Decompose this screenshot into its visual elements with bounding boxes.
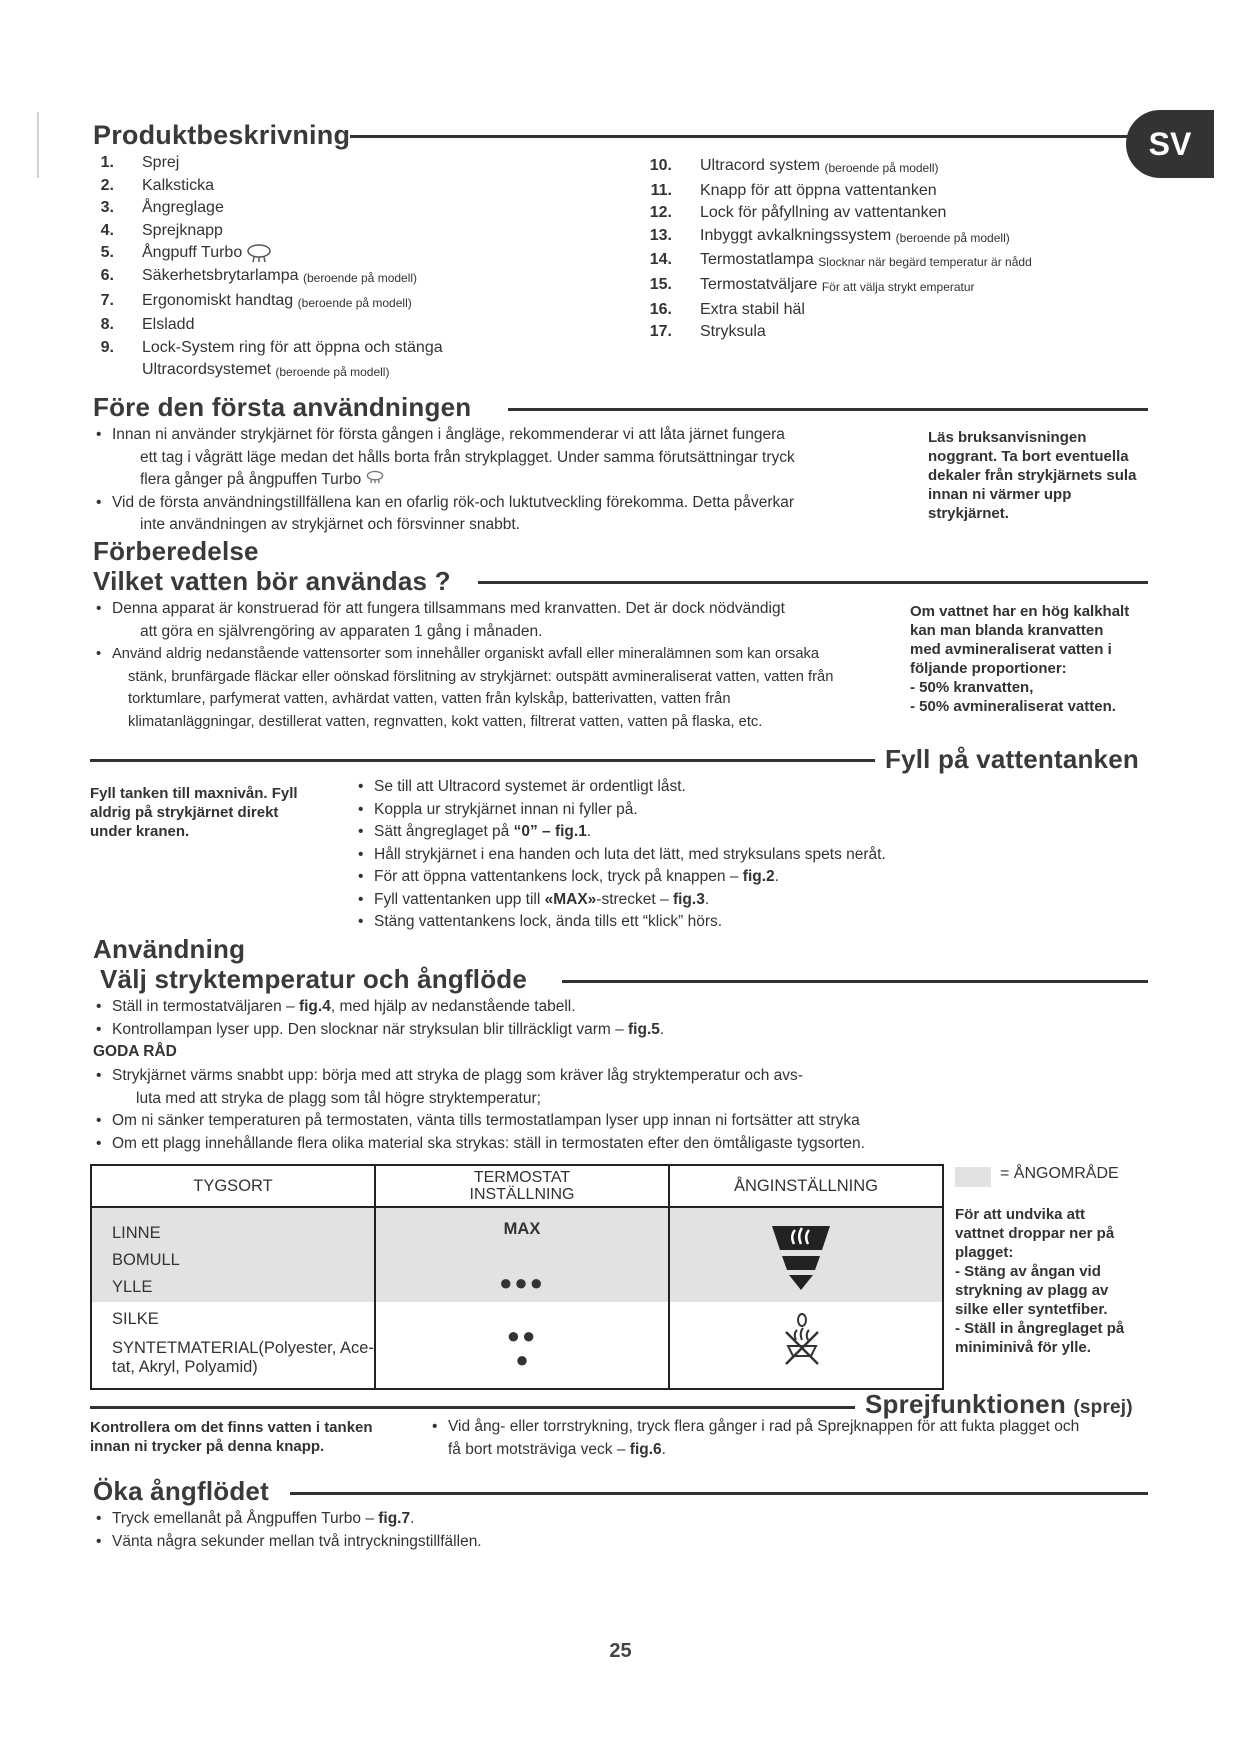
temp-rule bbox=[562, 980, 1148, 983]
list-item: • Innan ni använder strykjärnet för första gången i ångläge, rekommenderar vi att låta järnet fungera ett tag i vågrätt läge medan det hålls borta från strykplagget. Under samma förutsättningar tryck flera gånger på ångpuffen Turbo bbox=[92, 424, 902, 492]
water-list bbox=[92, 598, 922, 733]
steam-off-icon bbox=[782, 1310, 822, 1370]
first-use-title: Före den första användningen bbox=[93, 392, 472, 422]
page-number: 25 bbox=[609, 1640, 632, 1662]
fabric-cell: LINNE BOMULL YLLE SILKE SYNTETMATERIAL(Polyester, Ace- tat, Akryl, Polyamid) bbox=[91, 1207, 375, 1389]
prep-title: Förberedelse bbox=[93, 536, 259, 566]
boost-title: Öka ångflödet bbox=[93, 1476, 269, 1506]
usage-title: Användning bbox=[93, 934, 246, 964]
list-item: • Strykjärnet värms snabbt upp: börja med att stryka de plagg som kräver låg stryktemperatur och avs- luta med att stryka de plagg som tål högre stryktemperatur; bbox=[92, 1065, 1152, 1110]
list-item: • För att öppna vattentankens lock, tryck på knappen – fig.2. bbox=[354, 866, 1054, 889]
thermostat-cell bbox=[375, 1207, 669, 1389]
product-list-right bbox=[640, 155, 1140, 344]
list-item: • Kontrollampan lyser upp. Den slocknar när stryksulan blir tillräckligt varm – fig.5. bbox=[92, 1019, 1082, 1042]
dots-one: ● bbox=[515, 1347, 529, 1372]
list-item: 12. Lock för påfyllning av vattentanken bbox=[649, 204, 947, 222]
temp-subtitle: Välj stryktemperatur och ångflöde bbox=[100, 964, 528, 994]
product-title: Produktbeskrivning bbox=[93, 120, 351, 150]
steam-puff-icon bbox=[246, 243, 272, 263]
list-item: 17. Stryksula bbox=[649, 323, 766, 341]
header-steam: ÅNGINSTÄLLNING bbox=[669, 1165, 943, 1207]
fill-title: Fyll på vattentanken bbox=[885, 744, 1139, 774]
spray-rule bbox=[90, 1406, 855, 1409]
table-row bbox=[91, 1207, 943, 1389]
first-use-note: Läs bruksanvisningen noggrant. Ta bort eventuella dekaler från strykjärnets sula innan ni värmer upp strykjärnet. bbox=[928, 429, 1137, 522]
list-item: 3. Ångreglage bbox=[100, 199, 224, 217]
max-label: MAX bbox=[503, 1220, 541, 1238]
first-use-rule bbox=[508, 408, 1148, 411]
dots-two: ●● bbox=[506, 1323, 538, 1348]
table-header-row bbox=[91, 1165, 943, 1207]
dots-three: ●●● bbox=[499, 1270, 545, 1295]
steam-puff-icon bbox=[366, 470, 384, 484]
spray-note: Kontrollera om det finns vatten i tanken innan ni trycker på denna knapp. bbox=[90, 1419, 373, 1455]
list-item: 4. Sprejknapp bbox=[100, 221, 223, 239]
fill-note: Fyll tanken till maxnivån. Fyll aldrig på strykjärnet direkt under kranen. bbox=[90, 785, 298, 840]
list-item: 6. Säkerhetsbrytarlampa (beroende på modell) bbox=[100, 266, 418, 285]
list-item: 7. Ergonomiskt handtag (beroende på modell) bbox=[100, 291, 412, 310]
list-item: • Vänta några sekunder mellan två intryckningstillfällen. bbox=[92, 1531, 892, 1554]
language-tab: SV bbox=[1126, 110, 1214, 178]
steam-side-note: För att undvika att vattnet droppar ner på plagget: - Stäng av ångan vid strykning av plagg av silke eller syntetfiber. - Ställ in ångreglaget på miniminivå för ylle. bbox=[955, 1206, 1125, 1356]
list-item: • Fyll vattentanken upp till «MAX»-strecket – fig.3. bbox=[354, 889, 1054, 912]
list-item: • Se till att Ultracord systemet är ordentligt låst. bbox=[354, 776, 1054, 799]
list-item: 15. Termostatväljare För att välja strykt emperatur bbox=[649, 275, 975, 294]
list-item: • Håll strykjärnet i ena handen och luta det lätt, med stryksulans spets neråt. bbox=[354, 844, 1054, 867]
header-thermostat: TERMOSTAT INSTÄLLNING bbox=[375, 1165, 669, 1207]
fill-rule bbox=[90, 759, 875, 762]
water-note: Om vattnet har en hög kalkhalt kan man blanda kranvatten med avmineraliserat vatten i följande proportioner: - 50% kranvatten, - 50% avmineraliserat vatten. bbox=[910, 603, 1130, 715]
list-item: 13. Inbyggt avkalkningssystem (beroende på modell) bbox=[649, 226, 1010, 245]
list-item: 2. Kalksticka bbox=[100, 176, 215, 194]
spray-title: Sprejfunktionen (sprej) bbox=[865, 1389, 1133, 1419]
list-item: 9. Lock-System ring för att öppna och stänga bbox=[100, 338, 443, 356]
tips-title: GODA RÅD bbox=[93, 1043, 177, 1060]
margin-line bbox=[37, 112, 39, 178]
list-item: • Tryck emellanåt på Ångpuffen Turbo – fig.7. bbox=[92, 1508, 892, 1531]
ironing-table bbox=[90, 1164, 944, 1390]
list-item: Ultracordsystemet (beroende på modell) bbox=[142, 361, 390, 380]
water-rule bbox=[478, 581, 1148, 584]
header-fabric: TYGSORT bbox=[91, 1165, 375, 1207]
product-list-left bbox=[92, 152, 652, 384]
list-item: • Koppla ur strykjärnet innan ni fyller på. bbox=[354, 799, 1054, 822]
list-item: 11. Knapp för att öppna vattentanken bbox=[650, 181, 937, 199]
fill-steps bbox=[354, 776, 1054, 934]
boost-list bbox=[92, 1508, 892, 1553]
list-item: • Denna apparat är konstruerad för att fungera tillsammans med kranvatten. Det är dock nödvändigt att göra en självrengöring av apparaten 1 gång i månaden. bbox=[92, 598, 922, 643]
list-item: 8. Elsladd bbox=[100, 316, 195, 334]
list-item: 1. Sprej bbox=[100, 154, 180, 171]
first-use-list bbox=[92, 424, 902, 537]
water-subtitle: Vilket vatten bör användas ? bbox=[93, 566, 451, 596]
list-item: • Stäng vattentankens lock, ända tills ett “klick” hörs. bbox=[354, 911, 1054, 934]
steam-high-icon bbox=[770, 1220, 832, 1292]
list-item: • Vid de första användningstillfällena kan en ofarlig rök-och luktutveckling förekomma. Detta påverkar inte användningen av strykjärnet och försvinner snabbt. bbox=[92, 492, 902, 537]
spray-list bbox=[428, 1416, 1158, 1461]
list-item: 5. Ångpuff Turbo bbox=[92, 242, 652, 265]
list-item: 14. Termostatlampa Slocknar när begärd temperatur är nådd bbox=[649, 251, 1032, 270]
boost-rule bbox=[290, 1492, 1148, 1495]
steam-legend-label: = ÅNGOMRÅDE bbox=[1000, 1165, 1119, 1182]
list-item: • Om ett plagg innehållande flera olika material ska strykas: ställ in termostaten efter den ömtåligaste tygsorten. bbox=[92, 1133, 1152, 1156]
steam-legend-swatch bbox=[955, 1167, 991, 1187]
list-item: • Använd aldrig nedanstående vattensorter som innehåller organiskt avfall eller mineralämnen som kan orsaka stänk, brunfärgade fläckar eller oönskad förslitning av strykjärnet: outspätt avmineraliserat vatten, vatten från torktumlare, parfymerat vatten, avhärdat vatten, vatten från kylskåp, batterivatten, vatten från klimatanläggningar, destillerat vatten, regnvatten, kokt vatten, filtrerat vatten, vatten på flaska, etc. bbox=[92, 643, 922, 733]
list-item: • Sätt ångreglaget på “0” – fig.1. bbox=[354, 821, 1054, 844]
product-rule bbox=[350, 135, 1140, 138]
list-item: 16. Extra stabil häl bbox=[649, 300, 805, 318]
list-item: • Om ni sänker temperaturen på termostaten, vänta tills termostatlampan lyser upp innan ni fortsätter att stryka bbox=[92, 1110, 1152, 1133]
list-item: • Vid ång- eller torrstrykning, tryck flera gånger i rad på Sprejknappen för att fukta plagget och få bort motsträviga veck – fig.6. bbox=[428, 1416, 1158, 1461]
list-item: 10. Ultracord system (beroende på modell) bbox=[649, 157, 939, 175]
tips-list bbox=[92, 1065, 1152, 1155]
list-item: • Ställ in termostatväljaren – fig.4, med hjälp av nedanstående tabell. bbox=[92, 996, 1082, 1019]
usage-list bbox=[92, 996, 1082, 1041]
steam-cell bbox=[669, 1207, 943, 1389]
